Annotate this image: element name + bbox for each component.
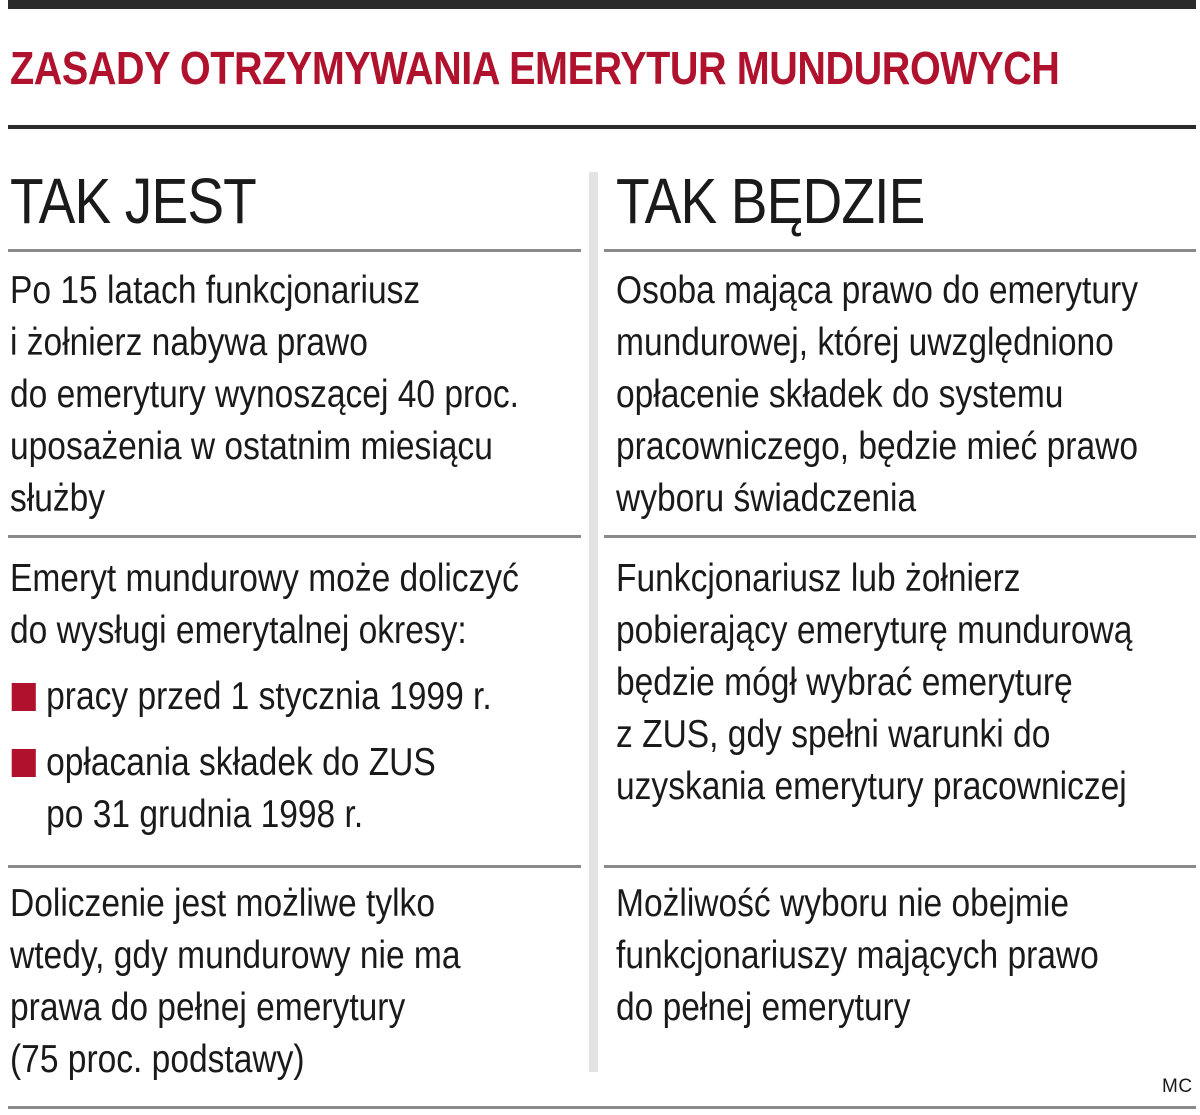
text-line: wtedy, gdy mundurowy nie ma <box>10 934 461 977</box>
left-row-rule-1 <box>8 535 581 538</box>
text-line: opłacenie składek do systemu <box>616 373 1064 416</box>
left-header-rule <box>8 249 581 252</box>
text-line: Możliwość wyboru nie obejmie <box>616 882 1069 925</box>
text-line: Doliczenie jest możliwe tylko <box>10 882 435 925</box>
column-header-tak-bedzie: TAK BĘDZIE <box>616 165 925 237</box>
left-row-2 <box>10 553 519 841</box>
text-line: służby <box>10 477 106 520</box>
text-line: do wysługi emerytalnej okresy: <box>10 609 467 652</box>
text-line: wyboru świadczenia <box>616 477 917 520</box>
red-square-bullet-icon <box>12 749 36 777</box>
text-line: Funkcjonariusz lub żołnierz <box>616 557 1021 600</box>
column-divider <box>589 172 598 1072</box>
text-line: uzyskania emerytury pracowniczej <box>616 765 1127 808</box>
right-row-1 <box>616 265 1138 525</box>
red-square-bullet-icon <box>12 683 36 711</box>
right-row-rule-1 <box>604 535 1196 538</box>
left-row-rule-2 <box>8 865 581 868</box>
author-credit: MC <box>1162 1076 1193 1097</box>
bullet-text-line: opłacania składek do ZUS <box>46 741 436 784</box>
right-row-rule-2 <box>604 865 1196 868</box>
column-header-tak-jest: TAK JEST <box>10 165 256 237</box>
left-row-3 <box>10 878 461 1086</box>
infographic-title: ZASADY OTRZYMYWANIA EMERYTUR MUNDUROWYCH <box>10 42 1060 94</box>
text-line: mundurowej, której uwzględniono <box>616 321 1114 364</box>
title-rule <box>8 125 1196 129</box>
bullet-item <box>10 737 519 841</box>
text-line: uposażenia w ostatnim miesiącu <box>10 425 493 468</box>
text-line: do pełnej emerytury <box>616 986 911 1029</box>
text-line: z ZUS, gdy spełni warunki do <box>616 713 1051 756</box>
text-line: Po 15 latach funkcjonariusz <box>10 269 421 312</box>
right-header-rule <box>604 249 1196 252</box>
bullet-text-line: pracy przed 1 stycznia 1999 r. <box>46 675 492 718</box>
right-row-3 <box>616 878 1099 1034</box>
text-line: (75 proc. podstawy) <box>10 1038 305 1081</box>
text-line: pobierający emeryturę mundurową <box>616 609 1133 652</box>
right-row-2 <box>616 553 1132 813</box>
left-row-1 <box>10 265 519 525</box>
text-line: Emeryt mundurowy może doliczyć <box>10 557 519 600</box>
text-line: będzie mógł wybrać emeryturę <box>616 661 1073 704</box>
text-line: pracowniczego, będzie mieć prawo <box>616 425 1139 468</box>
bottom-rule <box>8 1106 1196 1109</box>
text-line: Osoba mająca prawo do emerytury <box>616 269 1138 312</box>
text-line: prawa do pełnej emerytury <box>10 986 406 1029</box>
top-rule <box>8 0 1196 9</box>
spacer <box>10 723 519 737</box>
text-line: i żołnierz nabywa prawo <box>10 321 368 364</box>
bullet-item <box>10 671 519 723</box>
text-line: funkcjonariuszy mających prawo <box>616 934 1099 977</box>
spacer <box>10 657 519 671</box>
text-line: do emerytury wynoszącej 40 proc. <box>10 373 519 416</box>
bullet-text-line: po 31 grudnia 1998 r. <box>46 793 364 836</box>
